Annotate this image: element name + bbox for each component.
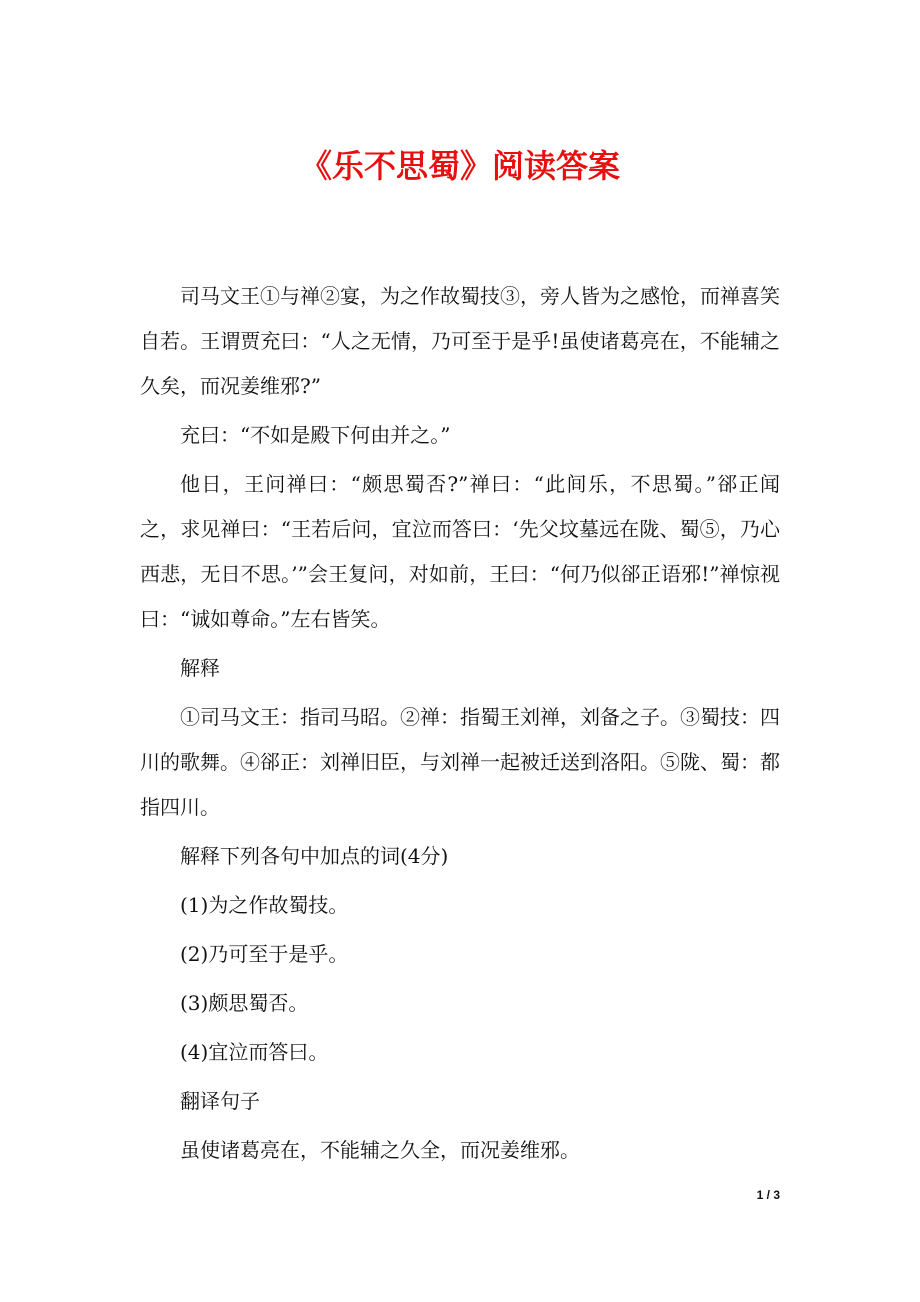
question-item-3: (3)颇思蜀否。: [180, 991, 309, 1015]
document-title: 《乐不思蜀》阅读答案: [299, 147, 620, 185]
document-body: [140, 274, 780, 1177]
question-item-1: (1)为之作故蜀技。: [180, 893, 349, 917]
paragraph-story-1: 司马文王①与禅②宴，为之作故蜀技③，旁人皆为之感怆，而禅喜笑自若。王谓贾充曰：“人之无情，乃可至于是乎!虽使诸葛亮在，不能辅之久矣，而况姜维邪?”: [140, 284, 780, 398]
heading-explanation: 解释: [180, 656, 220, 680]
question-item-4: (4)宜泣而答曰。: [180, 1040, 329, 1064]
heading-translate: 翻译句子: [180, 1089, 260, 1113]
paragraph-story-3: 他日，王问禅曰：“颇思蜀否?”禅曰：“此间乐，不思蜀。”郤正闻之，求见禅曰：“王若后问，宜泣而答曰：‘先父坟墓远在陇、蜀⑤，乃心西悲，无日不思。’”会王复问，对如前，王曰：“何乃似郤正语邪!”禅惊视曰：“诚如尊命。”左右皆笑。: [140, 472, 780, 631]
translate-sentence: 虽使诸葛亮在，不能辅之久全，而况姜维邪。: [180, 1138, 580, 1162]
question-item-2: (2)乃可至于是乎。: [180, 942, 349, 966]
page-number: 1 / 3: [756, 1188, 780, 1202]
question-heading: 解释下列各句中加点的词(4分): [180, 844, 449, 868]
paragraph-notes: ①司马文王：指司马昭。②禅：指蜀王刘禅，刘备之子。③蜀技：四川的歌舞。④郤正：刘禅旧臣，与刘禅一起被迁送到洛阳。⑤陇、蜀：都指四川。: [140, 705, 780, 819]
paragraph-story-2: 充曰：“不如是殿下何由并之。”: [180, 423, 451, 447]
